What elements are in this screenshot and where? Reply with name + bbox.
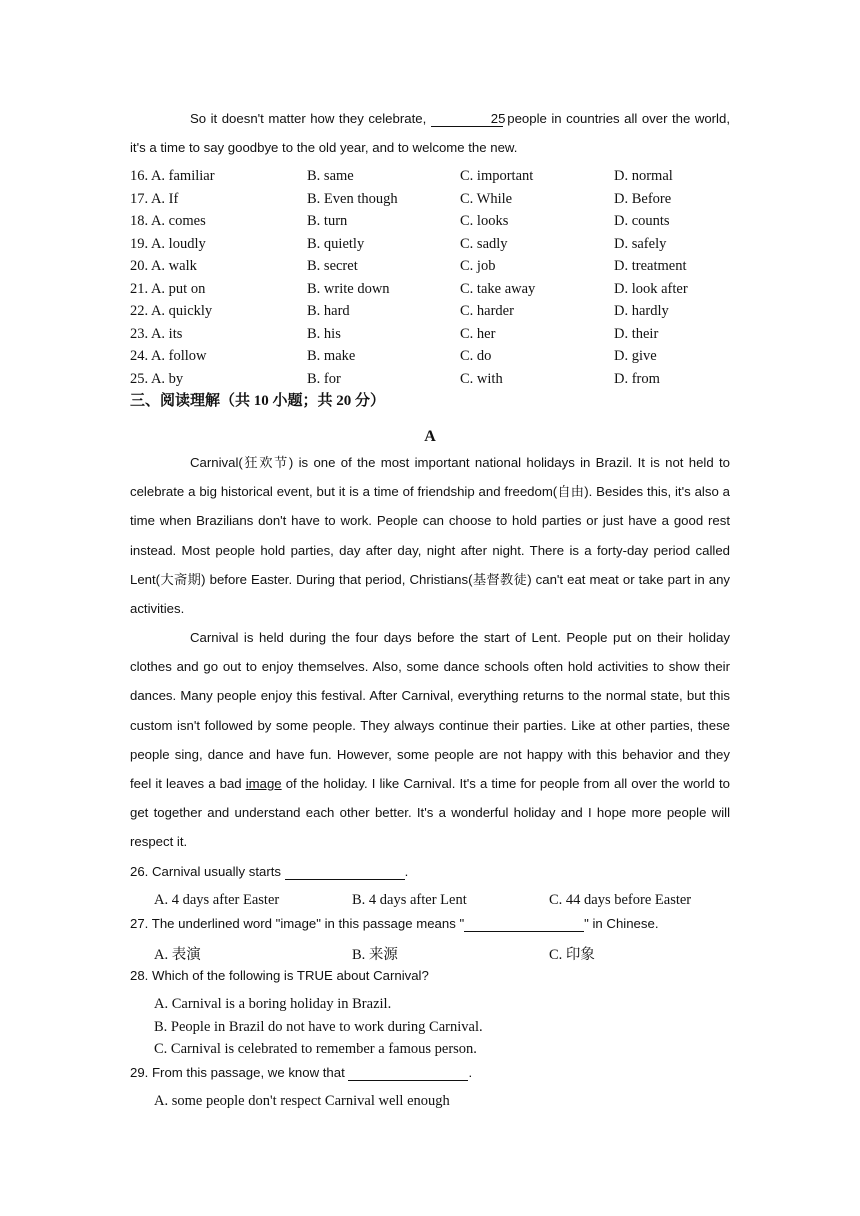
option-b: B. hard bbox=[307, 303, 350, 319]
option-row bbox=[130, 326, 750, 348]
option-row bbox=[130, 258, 750, 280]
option-a: 17. A. If bbox=[130, 190, 179, 207]
q26-option-c: C. 44 days before Easter bbox=[549, 892, 692, 908]
q26-option-b: B. 4 days after Lent bbox=[352, 892, 467, 908]
question-28: 28. Which of the following is TRUE about Carnival? bbox=[130, 968, 429, 983]
q29-blank bbox=[348, 1065, 468, 1081]
underlined-word-image: image bbox=[245, 776, 282, 792]
option-row bbox=[130, 303, 750, 325]
q27-option-c: C. 印象 bbox=[549, 947, 595, 963]
q29-option-a: A. some people don't respect Carnival well enough bbox=[154, 1093, 450, 1109]
q26-end: . bbox=[404, 864, 409, 879]
option-a: 25. A. by bbox=[130, 370, 184, 387]
option-d: D. treatment bbox=[614, 258, 687, 274]
q26-text: 26. Carnival usually starts bbox=[130, 864, 285, 879]
option-b: B. turn bbox=[307, 213, 348, 229]
option-row bbox=[130, 236, 750, 258]
option-d: D. look after bbox=[614, 280, 688, 297]
option-c: C. her bbox=[460, 325, 496, 342]
q29-text: 29. From this passage, we know that bbox=[130, 1065, 349, 1080]
option-b: B. his bbox=[307, 325, 341, 342]
option-c: C. with bbox=[460, 370, 503, 387]
option-c: C. job bbox=[460, 258, 496, 274]
p2-after: of the holiday. I like Carnival. It's a time for people from all over the world to get together and understand each other better. It's a wonderful holiday and I hope more people will respect it. bbox=[130, 776, 730, 850]
intro-line2: world, it's a time to say goodbye to the old year, and to welcome the new. bbox=[130, 111, 730, 156]
option-d: D. Before bbox=[614, 190, 672, 207]
option-d: D. from bbox=[614, 370, 660, 387]
question-29 bbox=[130, 1065, 472, 1081]
option-a: 23. A. its bbox=[130, 325, 183, 342]
option-row bbox=[130, 213, 750, 235]
option-a: 18. A. comes bbox=[130, 213, 206, 229]
option-c: C. looks bbox=[460, 213, 509, 229]
q26-blank bbox=[285, 864, 405, 880]
option-d: D. their bbox=[614, 325, 659, 342]
option-d: D. counts bbox=[614, 213, 670, 229]
q28-option-a: A. Carnival is a boring holiday in Brazil. bbox=[154, 996, 392, 1012]
passage-title: A bbox=[424, 428, 436, 445]
option-b: B. for bbox=[307, 370, 341, 387]
intro-text-after: people in countries all over the bbox=[502, 111, 691, 126]
option-a: 20. A. walk bbox=[130, 258, 197, 274]
q27-blank bbox=[464, 916, 584, 932]
q27-end: " in Chinese. bbox=[584, 916, 659, 931]
blank-25: 25 bbox=[431, 111, 503, 127]
option-b: B. same bbox=[307, 168, 354, 184]
intro-paragraph bbox=[130, 104, 730, 162]
option-c: C. do bbox=[460, 348, 492, 364]
option-b: B. make bbox=[307, 348, 356, 364]
q26-option-a: A. 4 days after Easter bbox=[154, 892, 280, 908]
passage-paragraph-2 bbox=[130, 623, 730, 857]
option-d: D. hardly bbox=[614, 303, 669, 319]
option-row bbox=[130, 348, 750, 370]
option-a: 16. A. familiar bbox=[130, 168, 215, 184]
q28-option-b: B. People in Brazil do not have to work during Carnival. bbox=[154, 1019, 483, 1035]
option-a: 24. A. follow bbox=[130, 348, 207, 364]
q27-option-b: B. 来源 bbox=[352, 947, 398, 963]
q28-option-c: C. Carnival is celebrated to remember a famous person. bbox=[154, 1041, 477, 1057]
option-a: 22. A. quickly bbox=[130, 303, 213, 319]
option-a: 19. A. loudly bbox=[130, 235, 206, 252]
question-27 bbox=[130, 916, 658, 932]
option-b: B. secret bbox=[307, 258, 358, 274]
option-c: C. While bbox=[460, 190, 513, 207]
option-c: C. sadly bbox=[460, 235, 508, 252]
option-b: B. write down bbox=[307, 280, 390, 297]
option-d: D. give bbox=[614, 348, 657, 364]
q27-option-a: A. 表演 bbox=[154, 947, 201, 963]
p2-before: Carnival is held during the four days before the start of Lent. People put on their holiday clothes and go out to enjoy themselves. Also, some dance schools often hold activities to show their dances. Many people enjoy this festival. After Carnival, everything returns to the normal state, but this custom isn't followed by some people. They always continue their parties. Like at other parties, these people sing, dance and have fun. However, some people are not happy with this behavior and they feel it leaves a bad bbox=[130, 630, 730, 792]
option-row bbox=[130, 281, 750, 303]
passage-paragraph-1: Carnival(狂欢节) is one of the most important national holidays in Brazil. It is not held to celebrate a big historical event, but it is a time of friendship and freedom(自由). Besides this, it's also a time when Brazilians don't have to work. People can choose to hold parties or just have a good rest instead. Most people hold parties, day after day, night after night. There is a forty-day period called Lent(大斋期) before Easter. During that period, Christians(基督教徒) can't eat meat or take part in any activities. bbox=[130, 455, 730, 617]
option-a: 21. A. put on bbox=[130, 280, 206, 297]
option-c: C. take away bbox=[460, 280, 536, 297]
option-c: C. harder bbox=[460, 303, 514, 319]
section-heading: 三、阅读理解（共 10 小题；共 20 分） bbox=[130, 393, 386, 409]
option-row bbox=[130, 191, 750, 213]
option-row bbox=[130, 168, 750, 190]
option-b: B. quietly bbox=[307, 235, 365, 252]
option-d: D. safely bbox=[614, 235, 667, 252]
q27-text: 27. The underlined word "image" in this passage means " bbox=[130, 916, 465, 931]
option-d: D. normal bbox=[614, 168, 673, 184]
question-26 bbox=[130, 864, 408, 880]
q29-end: . bbox=[468, 1065, 473, 1080]
option-b: B. Even though bbox=[307, 190, 398, 207]
intro-text-before: So it doesn't matter how they celebrate, bbox=[190, 111, 431, 126]
option-c: C. important bbox=[460, 168, 534, 184]
